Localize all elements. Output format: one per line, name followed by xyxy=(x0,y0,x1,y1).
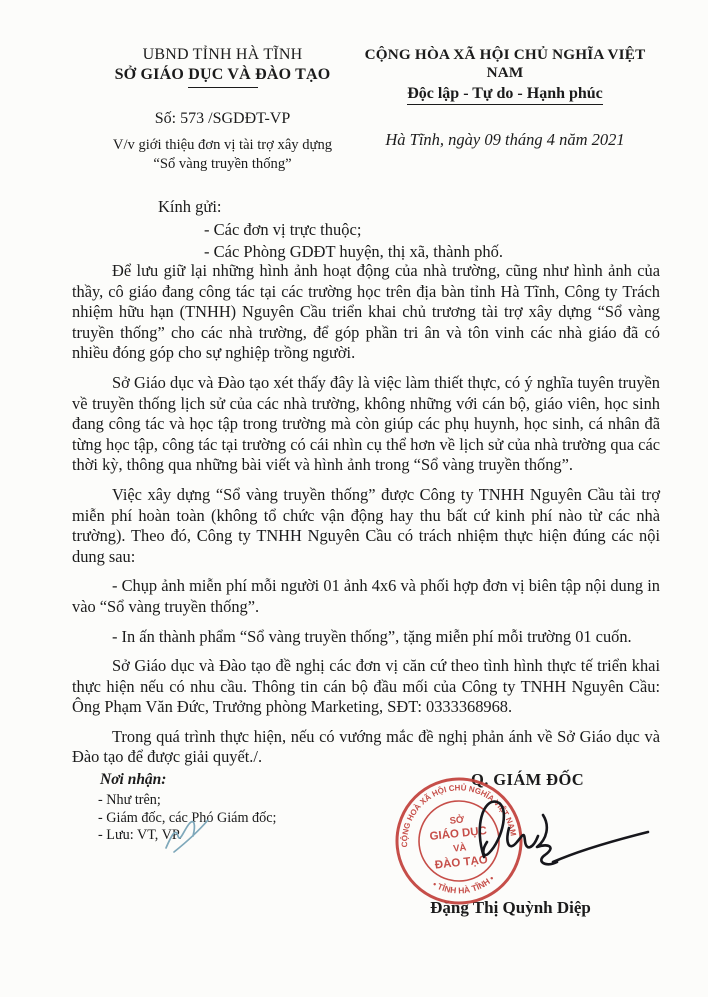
svg-text:VÀ: VÀ xyxy=(452,842,467,855)
cc-item: - Lưu: VT, VP. xyxy=(98,827,182,843)
svg-text:ĐÀO TẠO: ĐÀO TẠO xyxy=(434,854,489,872)
body-bullet-paragraph: - Chụp ảnh miễn phí mỗi người 01 ảnh 4x6 và phối hợp đơn vị biên tập nội dung in vào “Sổ vàng truyền thống”. xyxy=(72,576,660,616)
seal-ring-bottom-text: • TỈNH HÀ TĨNH • xyxy=(431,873,497,896)
svg-text:SỞ: SỞ xyxy=(449,814,465,827)
issuing-org-name: SỞ GIÁO DỤC VÀ ĐÀO TẠO xyxy=(114,66,331,83)
cc-item: - Như trên; xyxy=(98,792,161,808)
subject-line-1: V/v giới thiệu đơn vị tài trợ xây dựng xyxy=(112,137,333,153)
signer-title: Q. GIÁM ĐỐC xyxy=(470,770,585,789)
document-subject xyxy=(100,136,345,174)
subject-line-2: “Sổ vàng truyền thống” xyxy=(153,156,292,172)
seal-ring-top-text: CỘNG HOÀ XÃ HỘI CHỦ NGHĨA VIỆT NAM xyxy=(400,783,518,848)
letterhead-national xyxy=(348,46,662,150)
national-title: CỘNG HÒA XÃ HỘI CHỦ NGHĨA VIỆT NAM xyxy=(364,46,646,81)
body-paragraph: Sở Giáo dục và Đào tạo xét thấy đây là việc làm thiết thực, có ý nghĩa tuyên truyền về truyền thống lịch sử của các nhà trường, không những với cán bộ, giáo viên, học sinh đang công tác và học tập trong trường mà còn giúp các phụ huynh, học sinh, cá nhân đã từng học tập, công tác tại trường có cái nhìn cụ thể hơn về lịch sử của nhà trường qua các thời kỳ, thông qua những bài viết và hình ảnh trong “Sổ vàng truyền thống”. xyxy=(72,372,660,475)
recipient-line: - Các đơn vị trực thuộc; xyxy=(204,220,362,239)
cc-item: - Giám đốc, các Phó Giám đốc; xyxy=(98,809,277,826)
national-motto: Độc lập - Tự do - Hạnh phúc xyxy=(407,85,603,105)
document-number: Số: 573 /SGDĐT-VP xyxy=(154,110,291,127)
body-paragraph: Để lưu giữ lại những hình ảnh hoạt động của nhà trường, cũng như hình ảnh của thầy, cô giáo đang công tác tại các trường học trên địa bàn tỉnh Hà Tĩnh, Công ty Trách nhiệm hữu hạn (TNHH) Nguyên Cầu triển khai chủ trương tài trợ xây dựng “Sổ vàng truyền thống” cho các nhà trường, để góp phần tri ân và tôn vinh các nhà giáo đã có nhiều đóng góp cho sự nghiệp trồng người. xyxy=(72,261,660,363)
clerk-initials-ink xyxy=(160,812,222,858)
body-paragraph: Trong quá trình thực hiện, nếu có vướng mắc đề nghị phản ánh về Sở Giáo dục và Đào tạo để được giải quyết./. xyxy=(72,726,660,767)
recipient-line: - Các Phòng GDĐT huyện, thị xã, thành phố. xyxy=(204,241,503,261)
letter-body xyxy=(72,261,660,777)
svg-text:GIÁO DỤC: GIÁO DỤC xyxy=(429,825,488,844)
handwritten-signature-ink xyxy=(452,781,657,889)
parent-org-name: UBND TỈNH HÀ TĨNH xyxy=(142,46,303,63)
org-underline xyxy=(188,87,258,88)
letterhead-issuer xyxy=(100,46,345,174)
recipient-list xyxy=(204,219,503,262)
cc-label: Nơi nhận: xyxy=(100,771,167,788)
signer-name: Đặng Thị Quỳnh Diệp xyxy=(430,898,591,917)
body-bullet-paragraph: - In ấn thành phẩm “Sổ vàng truyền thống”, tặng miễn phí mỗi trường 01 cuốn. xyxy=(112,626,632,646)
body-paragraph: Việc xây dựng “Sổ vàng truyền thống” được Công ty TNHH Nguyên Cầu tài trợ miễn phí hoàn toàn (không tổ chức vận động hay thu bất cứ kinh phí nào từ các nhà trường). Theo đó, Công ty TNHH Nguyên Cầu có trách nhiệm thực hiện đúng các nội dung sau: xyxy=(72,484,660,566)
salutation-label: Kính gửi: xyxy=(158,197,222,216)
body-paragraph: Sở Giáo dục và Đào tạo đề nghị các đơn vị căn cứ theo tình hình thực tế triển khai thực hiện nếu có nhu cầu. Thông tin cán bộ đầu mối của Công ty TNHH Nguyên Cầu: Ông Phạm Văn Đức, Trưởng phòng Marketing, SĐT: 0333368968. xyxy=(72,656,660,717)
place-and-date: Hà Tĩnh, ngày 09 tháng 4 năm 2021 xyxy=(385,130,625,149)
